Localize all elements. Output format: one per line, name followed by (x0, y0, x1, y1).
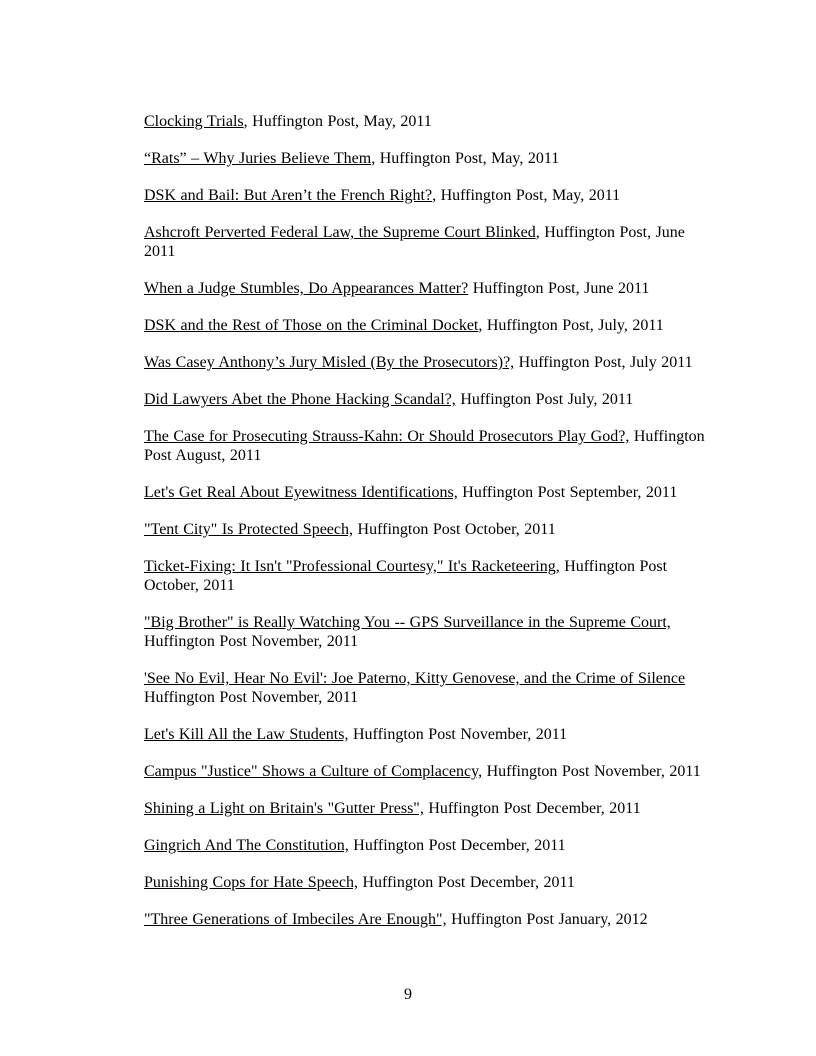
publication-entry (144, 112, 718, 131)
publication-info: Huffington Post November, 2011 (144, 633, 359, 650)
article-title: When a Judge Stumbles, Do Appearances Matter? (144, 280, 469, 297)
article-title: DSK and the Rest of Those on the Criminal Docket (144, 317, 479, 334)
article-title: Shining a Light on Britain's "Gutter Press", (144, 800, 424, 817)
article-title: Punishing Cops for Hate Speech, (144, 874, 358, 891)
article-title: "Big Brother" is Really Watching You -- GPS Surveillance in the Supreme Court, (144, 614, 671, 631)
article-title: DSK and Bail: But Aren’t the French Right? (144, 187, 433, 204)
article-title: Gingrich And The Constitution, (144, 837, 349, 854)
article-title: 'See No Evil, Hear No Evil': Joe Paterno, Kitty Genovese, and the Crime of Silence (144, 670, 686, 687)
publication-info: , Huffington Post, June 2011 (144, 224, 685, 260)
article-title: The Case for Prosecuting Strauss-Kahn: Or Should Prosecutors Play God?, (144, 428, 630, 445)
publication-info: , Huffington Post, May, 2011 (371, 150, 560, 167)
publication-info: Huffington Post December, 2011 (423, 800, 641, 817)
publication-info: , Huffington Post, May, 2011 (432, 187, 621, 204)
page-number: 9 (404, 986, 412, 1003)
publication-info: Huffington Post, June 2011 (468, 280, 650, 297)
article-title: Let's Get Real About Eyewitness Identifications, (144, 484, 458, 501)
publication-info: Huffington Post November, 2011 (144, 689, 359, 706)
article-title: Was Casey Anthony’s Jury Misled (By the Prosecutors)?, (144, 354, 515, 371)
article-title: Clocking Trials (144, 113, 244, 130)
publication-entry (144, 836, 718, 855)
publication-list (144, 112, 718, 947)
article-title: Campus "Justice" Shows a Culture of Complacency, (144, 763, 483, 780)
publication-entry (144, 873, 718, 892)
article-title: Did Lawyers Abet the Phone Hacking Scandal?, (144, 391, 456, 408)
publication-info: Huffington Post November, 2011 (482, 763, 701, 780)
publication-entry (144, 613, 718, 651)
publication-info: Huffington Post October, 2011 (144, 558, 668, 594)
article-title: Ashcroft Perverted Federal Law, the Supreme Court Blinked (144, 224, 536, 241)
publication-entry (144, 353, 718, 372)
publication-entry (144, 149, 718, 168)
publication-entry (144, 762, 718, 781)
publication-entry (144, 483, 718, 502)
publication-info: Huffington Post November, 2011 (348, 726, 568, 743)
publication-info: , Huffington Post, May, 2011 (243, 113, 432, 130)
publication-info: Huffington Post December, 2011 (348, 837, 566, 854)
publication-info: Huffington Post July, 2011 (455, 391, 634, 408)
article-title: "Three Generations of Imbeciles Are Enough", (144, 911, 447, 928)
article-title: "Tent City" Is Protected Speech, (144, 521, 354, 538)
publication-entry (144, 390, 718, 409)
publication-entry (144, 910, 718, 929)
publication-info: Huffington Post December, 2011 (357, 874, 575, 891)
article-title: Ticket-Fixing: It Isn't "Professional Courtesy," It's Racketeering, (144, 558, 560, 575)
publication-info: Huffington Post October, 2011 (353, 521, 556, 538)
publication-info: Huffington Post August, 2011 (144, 428, 705, 464)
publication-info: , Huffington Post, July, 2011 (478, 317, 664, 334)
publication-entry (144, 725, 718, 744)
publication-entry (144, 186, 718, 205)
page-footer (0, 985, 816, 1004)
publication-info: Huffington Post, July 2011 (514, 354, 693, 371)
publication-entry (144, 316, 718, 335)
publication-entry (144, 223, 718, 261)
publication-entry (144, 799, 718, 818)
publication-info: Huffington Post September, 2011 (457, 484, 678, 501)
article-title: “Rats” – Why Juries Believe Them (144, 150, 372, 167)
article-title: Let's Kill All the Law Students, (144, 726, 349, 743)
publication-entry (144, 557, 718, 595)
publication-info: Huffington Post January, 2012 (446, 911, 648, 928)
publication-entry (144, 427, 718, 465)
publication-entry (144, 279, 718, 298)
publication-entry (144, 669, 718, 707)
publication-entry (144, 520, 718, 539)
